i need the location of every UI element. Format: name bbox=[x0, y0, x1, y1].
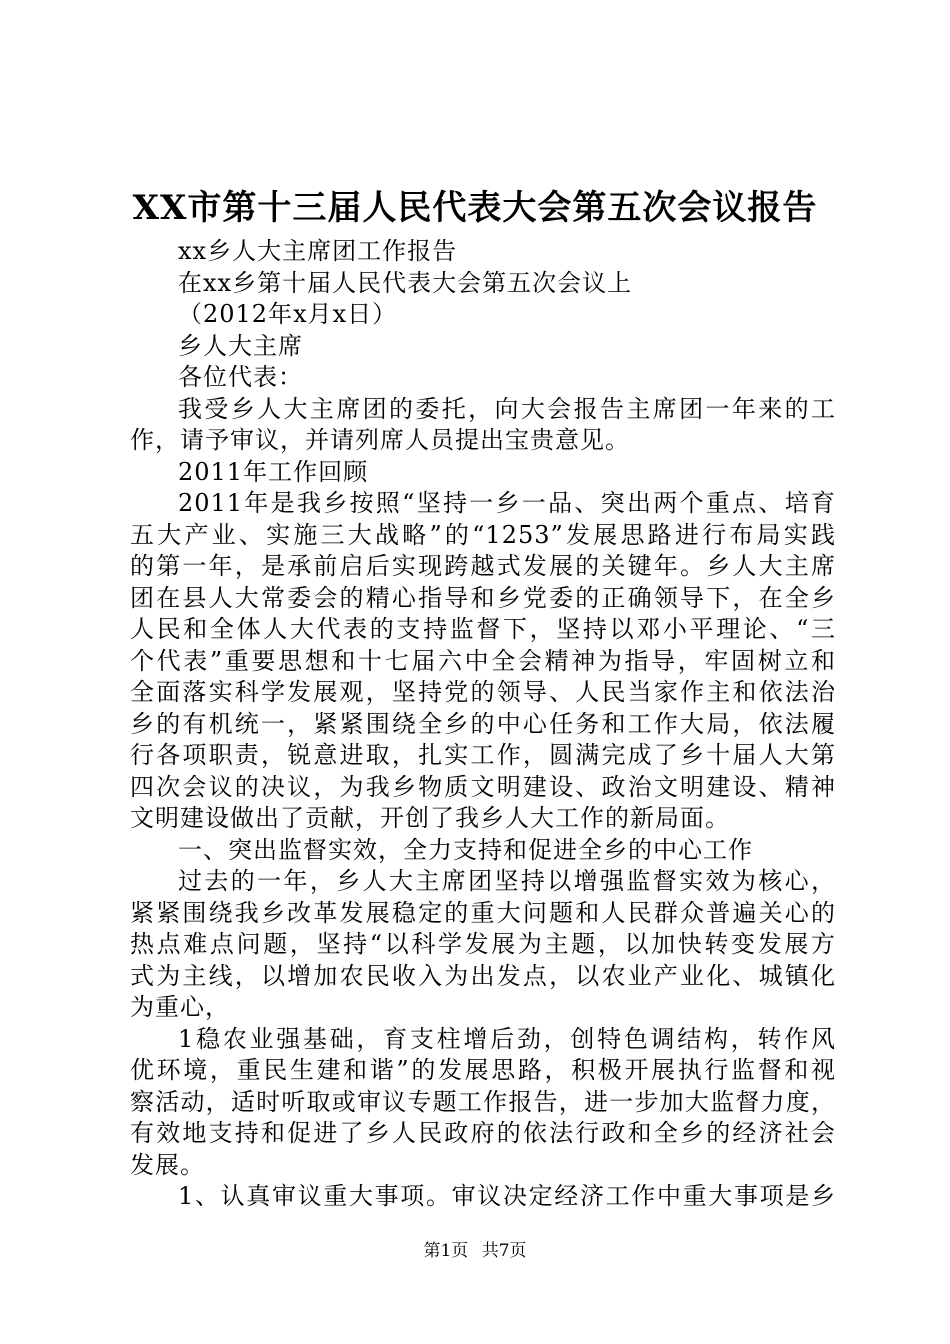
body-text-line: 热点难点问题，坚持“以科学发展为主题，以加快转变发展方 bbox=[130, 930, 836, 958]
body-text-line: 式为主线，以增加农民收入为出发点，以农业产业化、城镇化 bbox=[130, 961, 836, 990]
body-text-line: 2011年工作回顾 bbox=[178, 457, 369, 486]
body-text-line: 行各项职责，锐意进取，扎实工作，圆满完成了乡十届人大第 bbox=[130, 741, 836, 769]
document-title: XX市第十三届人民代表大会第五次会议报告 bbox=[132, 188, 818, 228]
body-text-line: 1、认真审议重大事项。审议决定经济工作中重大事项是乡 bbox=[178, 1182, 836, 1210]
page-total: 共7页 bbox=[481, 1241, 527, 1261]
page-number: 第1页 bbox=[423, 1241, 469, 1261]
body-text-line: 察活动，适时听取或审议专题工作报告，进一步加大监督力度， bbox=[130, 1087, 836, 1116]
body-text-line: 全面落实科学发展观，坚持党的领导、人民当家作主和依法治 bbox=[130, 678, 836, 706]
body-text-line: 各位代表： bbox=[178, 363, 303, 391]
body-text-line: 团在县人大常委会的精心指导和乡党委的正确领导下，在全乡 bbox=[130, 583, 836, 612]
body-text-line: 优环境，重民生建和谐”的发展思路，积极开展执行监督和视 bbox=[130, 1056, 836, 1084]
body-text-line: 发展。 bbox=[130, 1150, 205, 1179]
body-text-line: 2011年是我乡按照“坚持一乡一品、突出两个重点、培育 bbox=[178, 489, 836, 517]
body-text-line: 一、突出监督实效，全力支持和促进全乡的中心工作 bbox=[178, 835, 753, 864]
body-text-line: 的第一年，是承前启后实现跨越式发展的关键年。乡人大主席 bbox=[130, 552, 836, 580]
body-text-line: 个代表”重要思想和十七届六中全会精神为指导，牢固树立和 bbox=[130, 646, 836, 675]
body-text-line: 紧紧围绕我乡改革发展稳定的重大问题和人民群众普遍关心的 bbox=[130, 898, 836, 927]
body-text-line: 我受乡人大主席团的委托，向大会报告主席团一年来的工 bbox=[178, 394, 836, 423]
page-footer bbox=[0, 1239, 950, 1263]
body-text-line: 过去的一年，乡人大主席团坚持以增强监督实效为核心， bbox=[178, 867, 836, 895]
body-text-line: 人民和全体人大代表的支持监督下，坚持以邓小平理论、“三 bbox=[130, 615, 836, 643]
body-text-line: 有效地支持和促进了乡人民政府的依法行政和全乡的经济社会 bbox=[130, 1119, 836, 1147]
document-body bbox=[130, 236, 836, 1213]
body-text-line: 四次会议的决议，为我乡物质文明建设、政治文明建设、精神 bbox=[130, 772, 836, 801]
body-text-line: 作，请予审议，并请列席人员提出宝贵意见。 bbox=[130, 426, 630, 454]
body-text-line: 为重心， bbox=[130, 993, 230, 1021]
body-text-line: 1稳农业强基础，育支柱增后劲，创特色调结构，转作风 bbox=[178, 1024, 836, 1053]
body-text-line: 在xx乡第十届人民代表大会第五次会议上 bbox=[178, 268, 633, 297]
body-text-line: 五大产业、实施三大战略”的“1253”发展思路进行布局实践 bbox=[130, 520, 836, 549]
body-text-line: （2012年x月x日） bbox=[178, 300, 398, 328]
body-text-line: 文明建设做出了贡献，开创了我乡人大工作的新局面。 bbox=[130, 804, 730, 832]
body-text-line: 乡的有机统一，紧紧围绕全乡的中心任务和工作大局，依法履 bbox=[130, 709, 836, 738]
body-text-line: xx乡人大主席团工作报告 bbox=[178, 237, 458, 265]
body-text-line: 乡人大主席 bbox=[178, 331, 303, 360]
